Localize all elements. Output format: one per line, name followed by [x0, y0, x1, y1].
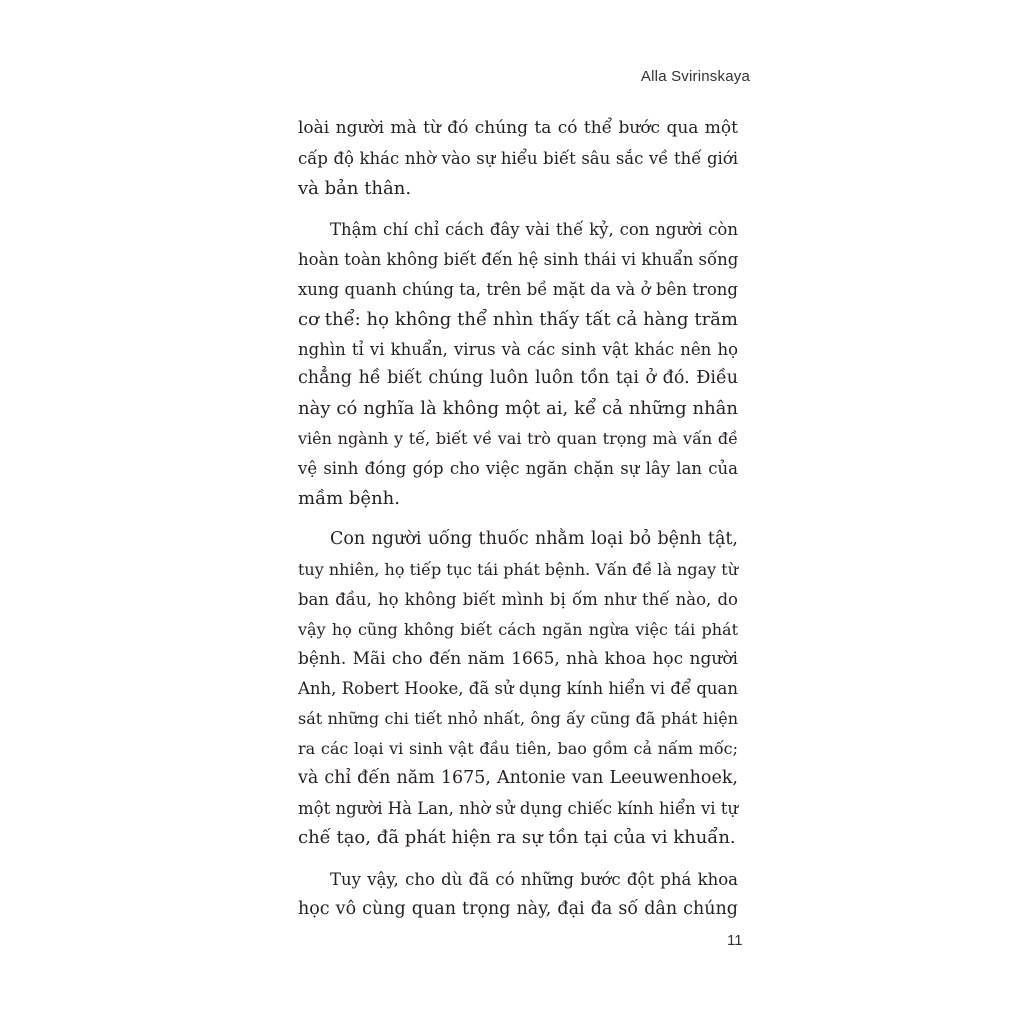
text-line: loài người mà từ đó chúng ta có thể bước qua một — [298, 118, 738, 138]
text-line: chế tạo, đã phát hiện ra sự tồn tại của vi khuẩn. — [298, 827, 736, 849]
text-line: và chỉ đến năm 1675, Antonie van Leeuwenhoek, — [298, 767, 738, 788]
text-line: vậy họ cũng không biết cách ngăn ngừa việc tái phát — [298, 619, 738, 639]
text-line: học vô cùng quan trọng này, đại đa số dân chúng — [298, 898, 738, 919]
body-text — [298, 114, 738, 937]
text-line: mầm bệnh. — [298, 487, 400, 509]
text-line: một người Hà Lan, nhờ sử dụng chiếc kính hiển vi tự — [298, 798, 739, 818]
text-line: chẳng hề biết chúng luôn luôn tồn tại ở đó. Điều — [298, 368, 738, 389]
text-line: ban đầu, họ không biết mình bị ốm như thế nào, do — [298, 589, 738, 609]
text-line: tuy nhiên, họ tiếp tục tái phát bệnh. Vấn đề là ngay từ — [298, 560, 738, 580]
paragraph — [298, 525, 738, 853]
text-line: xung quanh chúng ta, trên bề mặt da và ở bên trong — [298, 279, 738, 299]
paragraph — [298, 215, 738, 513]
text-line: ra các loại vi sinh vật đầu tiên, bao gồm cả nấm mốc; — [298, 738, 738, 758]
text-line: Tuy vậy, cho dù đã có những bước đột phá khoa — [330, 870, 738, 890]
text-line: cấp độ khác nhờ vào sự hiểu biết sâu sắc về thế giới — [298, 148, 738, 168]
paragraph — [298, 865, 738, 925]
page-number: 11 — [727, 932, 743, 949]
text-line: Anh, Robert Hooke, đã sử dụng kính hiển vi để quan — [298, 679, 738, 699]
text-line: nghìn tỉ vi khuẩn, virus và các sinh vật khác nên họ — [298, 339, 738, 359]
running-head-author: Alla Svirinskaya — [640, 68, 750, 85]
text-line: và bản thân. — [298, 177, 412, 199]
text-line: này có nghĩa là không một ai, kể cả những nhân — [298, 398, 738, 420]
paragraph — [298, 114, 738, 203]
text-line: viên ngành y tế, biết về vai trò quan trọng mà vấn đề — [298, 428, 738, 448]
text-line: vệ sinh đóng góp cho việc ngăn chặn sự lây lan của — [298, 458, 738, 478]
text-line: Con người uống thuốc nhằm loại bỏ bệnh tật, — [330, 529, 738, 550]
text-line: sát những chi tiết nhỏ nhất, ông ấy cũng đã phát hiện — [298, 709, 738, 729]
text-line: cơ thể: họ không thể nhìn thấy tất cả hàng trăm — [298, 308, 738, 330]
text-line: bệnh. Mãi cho đến năm 1665, nhà khoa học người — [298, 648, 738, 669]
text-line: Thậm chí chỉ cách đây vài thế kỷ, con người còn — [330, 220, 738, 240]
text-line: hoàn toàn không biết đến hệ sinh thái vi khuẩn sống — [298, 250, 739, 270]
